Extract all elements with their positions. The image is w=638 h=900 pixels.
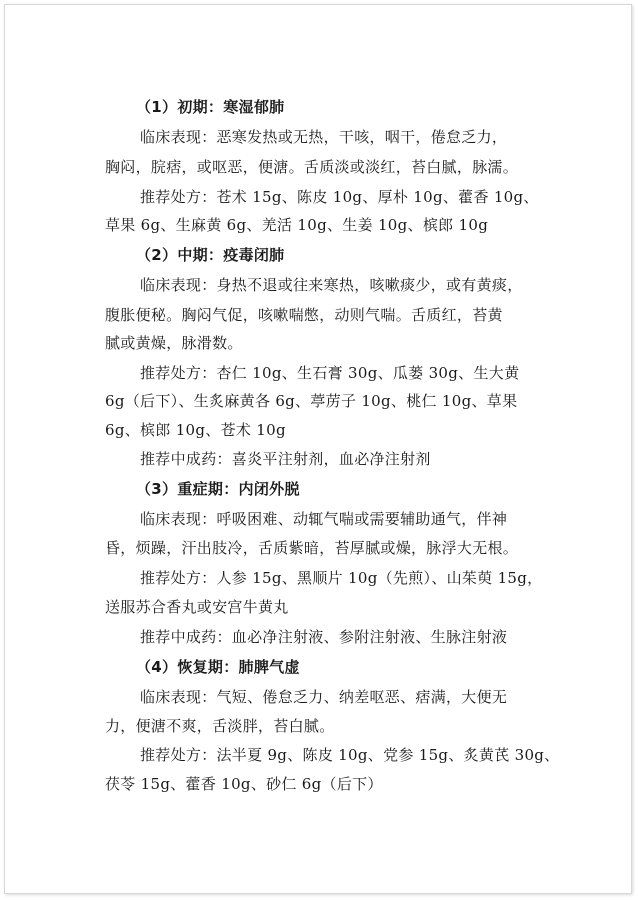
- section-2-medicine: 推荐中成药：喜炎平注射剂，血必净注射剂: [140, 450, 431, 468]
- section-3-prescription-line-1: 推荐处方：人参 15g、黑顺片 10g（先煎）、山茱萸 15g，: [140, 569, 543, 587]
- section-1-clinical-line-1: 临床表现：恶寒发热或无热，干咳，咽干，倦怠乏力，: [140, 128, 508, 146]
- section-3-clinical-line-2: 昏，烦躁，汗出肢冷，舌质紫暗，苔厚腻或燥，脉浮大无根。: [105, 539, 519, 557]
- section-2-prescription-line-1: 推荐处方：杏仁 10g、生石膏 30g、瓜蒌 30g、生大黄: [140, 364, 520, 382]
- section-4-heading: （4）恢复期：肺脾气虚: [136, 658, 300, 676]
- section-1-prescription-line-1: 推荐处方：苍术 15g、陈皮 10g、厚朴 10g、藿香 10g、: [140, 188, 539, 206]
- section-3-prescription-line-2: 送服苏合香丸或安宫牛黄丸: [105, 598, 289, 616]
- section-4-clinical-line-1: 临床表现：气短、倦怠乏力、纳差呕恶、痞满，大便无: [140, 688, 508, 706]
- section-4-prescription-line-2: 茯苓 15g、藿香 10g、砂仁 6g（后下）: [105, 775, 383, 793]
- section-2-clinical-line-1: 临床表现：身热不退或往来寒热，咳嗽痰少，或有黄痰，: [140, 276, 523, 294]
- section-4-clinical-line-2: 力，便溏不爽，舌淡胖，苔白腻。: [105, 717, 335, 735]
- section-4-prescription-line-1: 推荐处方：法半夏 9g、陈皮 10g、党参 15g、炙黄芪 30g、: [140, 746, 560, 764]
- section-1-heading: （1）初期：寒湿郁肺: [136, 98, 285, 116]
- section-1-prescription-line-2: 草果 6g、生麻黄 6g、羌活 10g、生姜 10g、槟郎 10g: [105, 216, 489, 234]
- section-3-medicine: 推荐中成药：血必净注射液、参附注射液、生脉注射液: [140, 628, 508, 646]
- section-1-clinical-line-2: 胸闷，脘痞，或呕恶，便溏。舌质淡或淡红，苔白腻，脉濡。: [105, 158, 519, 176]
- section-2-heading: （2）中期：疫毒闭肺: [136, 246, 285, 264]
- section-2-clinical-line-2: 腹胀便秘。胸闷气促，咳嗽喘憋，动则气喘。舌质红，苔黄: [105, 306, 503, 324]
- section-2-prescription-line-3: 6g、槟郎 10g、苍术 10g: [105, 421, 286, 439]
- section-3-heading: （3）重症期：内闭外脱: [136, 480, 300, 498]
- section-2-prescription-line-2: 6g（后下）、生炙麻黄各 6g、葶苈子 10g、桃仁 10g、草果: [105, 392, 518, 410]
- document-page: [4, 4, 632, 894]
- section-2-clinical-line-3: 腻或黄燥，脉滑数。: [105, 334, 243, 352]
- section-3-clinical-line-1: 临床表现：呼吸困难、动辄气喘或需要辅助通气，伴神: [140, 510, 508, 528]
